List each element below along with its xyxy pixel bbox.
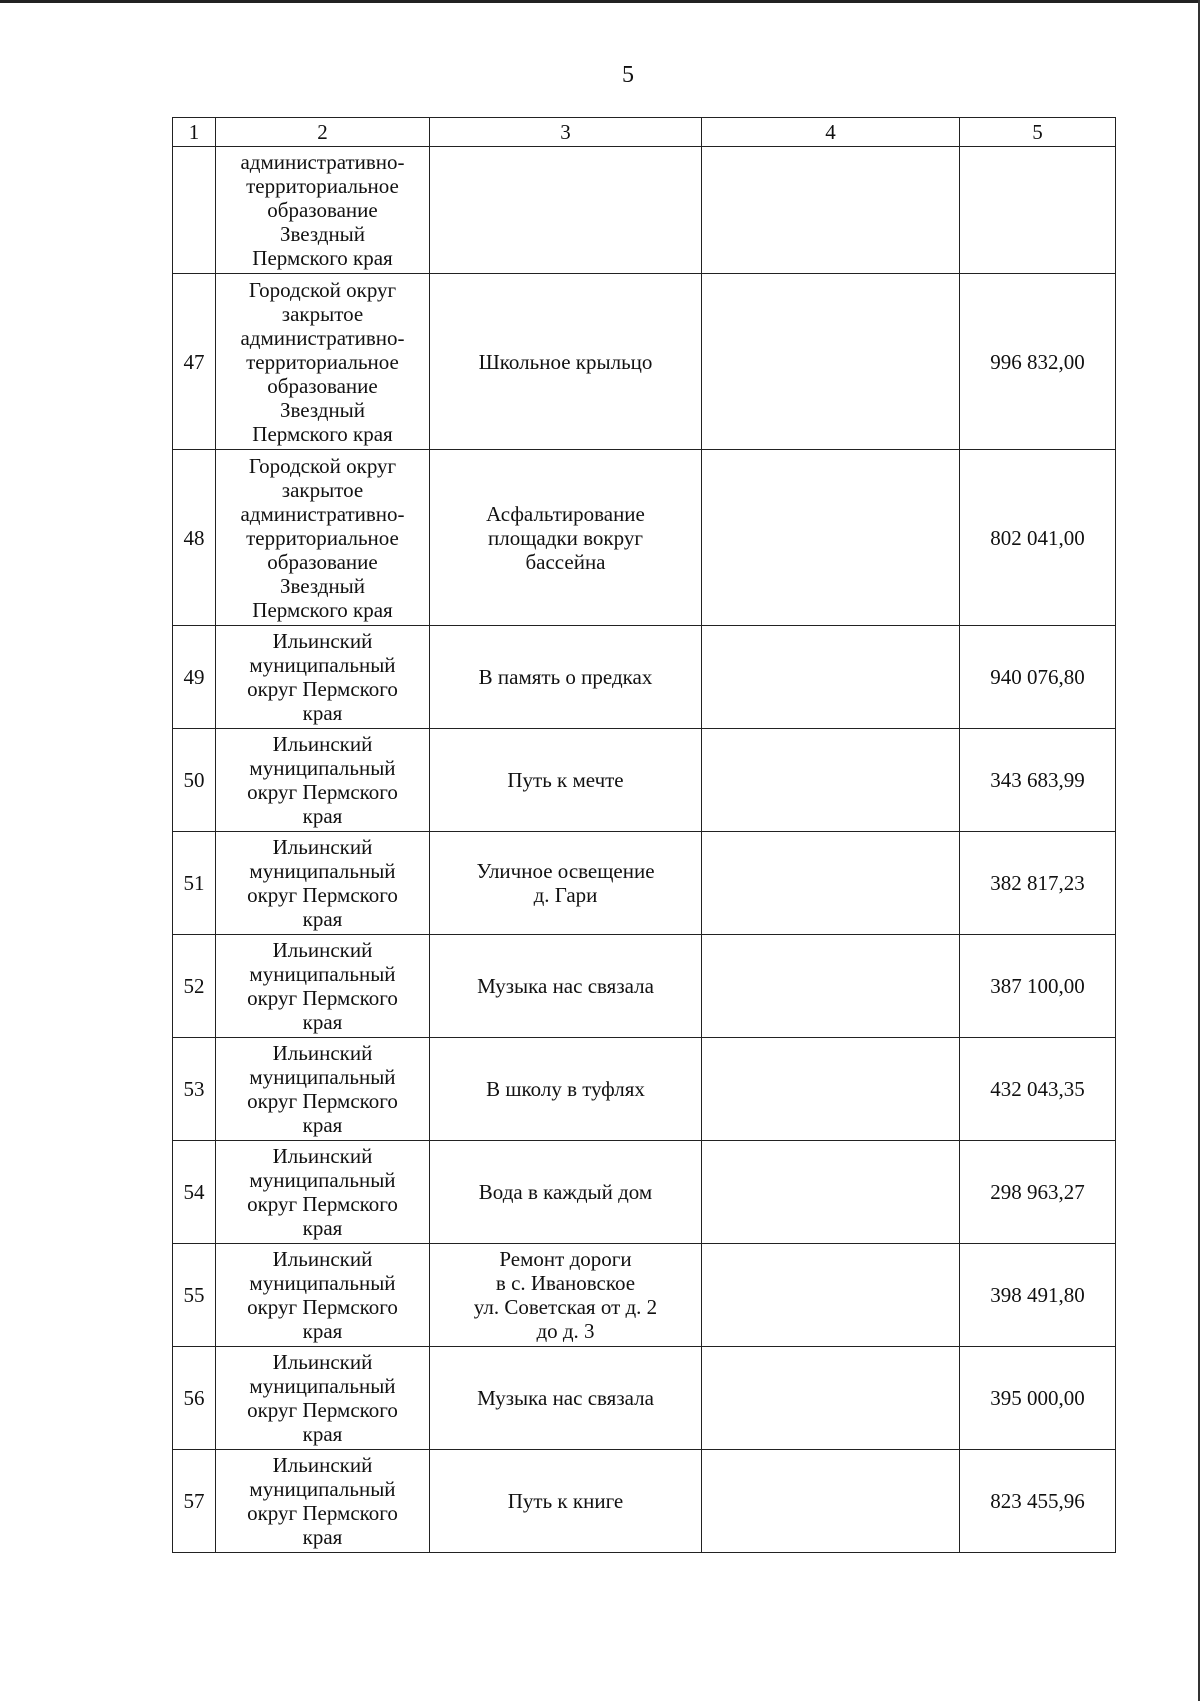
header-cell-2: 2	[216, 118, 430, 147]
municipality-cell: Городской округ закрытое административно- территориальное образование Звездный Пермского края	[216, 274, 430, 450]
table-row	[173, 450, 1116, 626]
header-cell-1: 1	[173, 118, 216, 147]
row-number: 49	[173, 626, 216, 729]
amount-cell: 395 000,00	[960, 1347, 1116, 1450]
project-cell: В школу в туфлях	[430, 1038, 702, 1141]
table-row	[173, 626, 1116, 729]
header-row	[173, 118, 1116, 147]
project-cell: Музыка нас связала	[430, 935, 702, 1038]
amount-cell: 996 832,00	[960, 274, 1116, 450]
row-number: 55	[173, 1244, 216, 1347]
column-4-cell	[702, 1141, 960, 1244]
table-row	[173, 1141, 1116, 1244]
amount-cell: 398 491,80	[960, 1244, 1116, 1347]
table-row	[173, 729, 1116, 832]
row-number: 51	[173, 832, 216, 935]
row-number: 53	[173, 1038, 216, 1141]
amount-cell: 432 043,35	[960, 1038, 1116, 1141]
column-4-cell	[702, 729, 960, 832]
data-table	[172, 117, 1116, 1553]
table-row	[173, 1038, 1116, 1141]
amount-cell: 802 041,00	[960, 450, 1116, 626]
column-4-cell	[702, 935, 960, 1038]
project-cell: Музыка нас связала	[430, 1347, 702, 1450]
column-4-cell	[702, 1450, 960, 1553]
project-cell: Асфальтирование площадки вокруг бассейна	[430, 450, 702, 626]
scan-top-edge	[0, 0, 1200, 3]
project-cell	[430, 147, 702, 274]
table-row	[173, 832, 1116, 935]
municipality-cell: Ильинский муниципальный округ Пермского края	[216, 626, 430, 729]
column-4-cell	[702, 1244, 960, 1347]
municipality-cell: административно- территориальное образование Звездный Пермского края	[216, 147, 430, 274]
table-row	[173, 274, 1116, 450]
table-row	[173, 1450, 1116, 1553]
header-cell-5: 5	[960, 118, 1116, 147]
row-number: 52	[173, 935, 216, 1038]
project-cell: Путь к книге	[430, 1450, 702, 1553]
row-number: 47	[173, 274, 216, 450]
municipality-cell: Городской округ закрытое административно- территориальное образование Звездный Пермского края	[216, 450, 430, 626]
municipality-cell: Ильинский муниципальный округ Пермского края	[216, 1244, 430, 1347]
row-number: 54	[173, 1141, 216, 1244]
row-number: 50	[173, 729, 216, 832]
page-number: 5	[622, 62, 634, 88]
amount-cell: 940 076,80	[960, 626, 1116, 729]
table-row	[173, 1347, 1116, 1450]
row-number: 56	[173, 1347, 216, 1450]
table-row	[173, 147, 1116, 274]
column-4-cell	[702, 147, 960, 274]
amount-cell: 823 455,96	[960, 1450, 1116, 1553]
table-row	[173, 935, 1116, 1038]
header-cell-3: 3	[430, 118, 702, 147]
column-4-cell	[702, 450, 960, 626]
municipality-cell: Ильинский муниципальный округ Пермского края	[216, 729, 430, 832]
municipality-cell: Ильинский муниципальный округ Пермского края	[216, 1347, 430, 1450]
table-row	[173, 1244, 1116, 1347]
project-cell: В память о предках	[430, 626, 702, 729]
project-cell: Уличное освещение д. Гари	[430, 832, 702, 935]
municipality-cell: Ильинский муниципальный округ Пермского края	[216, 1141, 430, 1244]
row-number: 57	[173, 1450, 216, 1553]
amount-cell	[960, 147, 1116, 274]
amount-cell: 387 100,00	[960, 935, 1116, 1038]
row-number: 48	[173, 450, 216, 626]
column-4-cell	[702, 1038, 960, 1141]
project-cell: Вода в каждый дом	[430, 1141, 702, 1244]
column-4-cell	[702, 274, 960, 450]
municipality-cell: Ильинский муниципальный округ Пермского края	[216, 935, 430, 1038]
column-4-cell	[702, 626, 960, 729]
municipality-cell: Ильинский муниципальный округ Пермского края	[216, 1038, 430, 1141]
municipality-cell: Ильинский муниципальный округ Пермского края	[216, 1450, 430, 1553]
municipality-cell: Ильинский муниципальный округ Пермского края	[216, 832, 430, 935]
amount-cell: 343 683,99	[960, 729, 1116, 832]
amount-cell: 298 963,27	[960, 1141, 1116, 1244]
project-cell: Путь к мечте	[430, 729, 702, 832]
column-4-cell	[702, 1347, 960, 1450]
header-cell-4: 4	[702, 118, 960, 147]
project-cell: Ремонт дороги в с. Ивановское ул. Советская от д. 2 до д. 3	[430, 1244, 702, 1347]
row-number	[173, 147, 216, 274]
project-cell: Школьное крыльцо	[430, 274, 702, 450]
column-4-cell	[702, 832, 960, 935]
amount-cell: 382 817,23	[960, 832, 1116, 935]
